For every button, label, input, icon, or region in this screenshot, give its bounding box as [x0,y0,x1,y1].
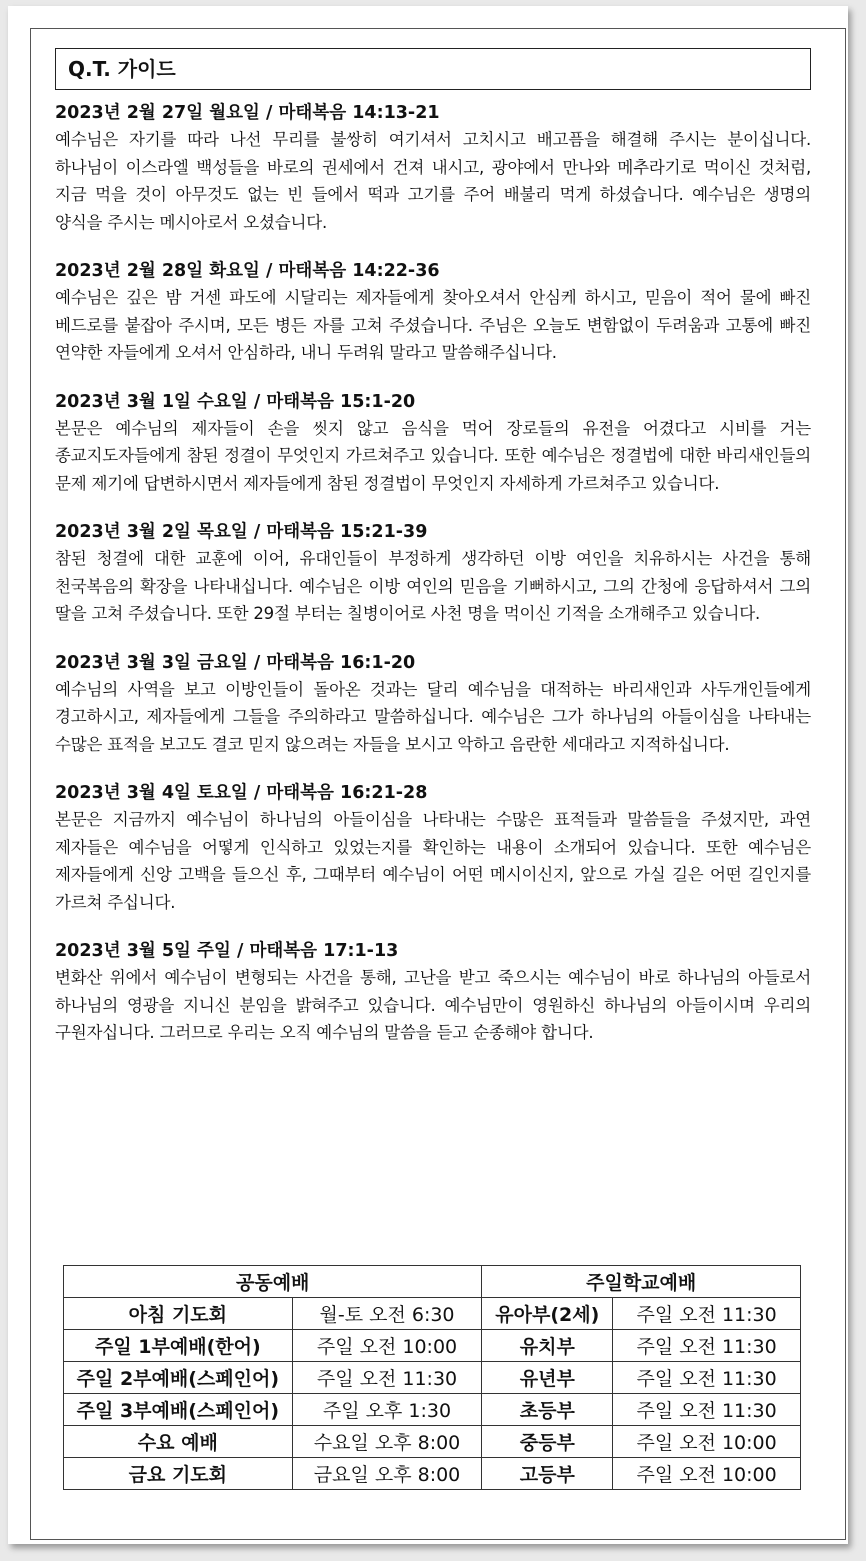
entry-heading: 2023년 3월 4일 토요일 / 마태복음 16:21-28 [55,783,428,803]
table-row [64,1394,801,1426]
service-name: 주일 2부예배(스페인어) [64,1362,293,1394]
entry-body: 예수님은 깊은 밤 거센 파도에 시달리는 제자들에게 찾아오셔서 안심케 하시고, 믿음이 적어 물에 빠진 베드로를 붙잡아 주시며, 모든 병든 자를 고쳐 주셨습니다. 주님은 오늘도 변함없이 두려움과 고통에 빠진 연약한 자들에게 오셔서 안심하라, 내니 두려워 말라고 말씀해주십니다. [55,288,811,362]
qt-entry [55,519,811,628]
department-name: 유년부 [482,1362,613,1394]
department-name: 유아부(2세) [482,1298,613,1330]
service-time: 금요일 오후 8:00 [292,1458,482,1490]
table-row [64,1426,801,1458]
qt-entry [55,650,811,759]
department-time: 주일 오전 11:30 [613,1330,801,1362]
entry-heading: 2023년 3월 2일 목요일 / 마태복음 15:21-39 [55,522,428,542]
service-name: 주일 3부예배(스페인어) [64,1394,293,1426]
entry-body: 예수님의 사역을 보고 이방인들이 돌아온 것과는 달리 예수님을 대적하는 바리새인과 사두개인들에게 경고하시고, 제자들에게 그들을 주의하라고 말씀하십니다. 예수님은 그가 하나님의 아들이심을 나타내는 수많은 표적을 보고도 결코 믿지 않으려는 자들을 보시고 악하고 음란한 세대라고 지적하십니다. [55,679,811,754]
department-name: 고등부 [482,1458,613,1490]
entry-heading: 2023년 2월 28일 화요일 / 마태복음 14:22-36 [55,261,440,281]
department-name: 중등부 [482,1426,613,1458]
header-sunday-school: 주일학교예배 [482,1266,801,1298]
qt-entry [55,389,811,498]
entry-body: 본문은 예수님의 제자들이 손을 씻지 않고 음식을 먹어 장로들의 유전을 어겼다고 시비를 거는 종교지도자들에게 참된 정결이 무엇인지 가르쳐주고 있습니다. 또한 예수님은 정결법에 대한 바리새인들의 문제 제기에 답변하시면서 제자들에게 참된 정결법이 무엇인지 자세하게 가르쳐주고 있습니다. [55,418,811,493]
department-time: 주일 오전 10:00 [613,1426,801,1458]
entry-heading: 2023년 3월 5일 주일 / 마태복음 17:1-13 [55,941,399,961]
qt-entries [55,100,811,1069]
department-time: 주일 오전 11:30 [613,1394,801,1426]
department-name: 유치부 [482,1330,613,1362]
header-common-worship: 공동예배 [64,1266,482,1298]
service-name: 수요 예배 [64,1426,293,1458]
qt-entry [55,938,811,1047]
table-header-row [64,1266,801,1298]
service-name: 주일 1부예배(한어) [64,1330,293,1362]
table-row [64,1362,801,1394]
entry-body: 예수님은 자기를 따라 나선 무리를 불쌍히 여기셔서 고치시고 배고픔을 해결해 주시는 분이십니다. 하나님이 이스라엘 백성들을 바로의 권세에서 건져 내시고, 광야에서 만나와 메추라기로 먹이신 것처럼, 지금 먹을 것이 아무것도 없는 빈 들에서 떡과 고기를 주어 배불리 먹게 하셨습니다. 예수님은 생명의 양식을 주시는 메시아로서 오셨습니다. [55,130,811,232]
entry-heading: 2023년 3월 1일 수요일 / 마태복음 15:1-20 [55,391,416,412]
table-row [64,1458,801,1490]
service-time: 주일 오전 11:30 [292,1362,482,1394]
qt-guide-title: Q.T. 가이드 [55,48,811,90]
worship-schedule-table [63,1265,801,1490]
table-row [64,1298,801,1330]
entry-body: 본문은 지금까지 예수님이 하나님의 아들이심을 나타내는 수많은 표적들과 말씀들을 주셨지만, 과연 제자들은 예수님을 어떻게 인식하고 있었는지를 확인하는 내용이 소개되어 있습니다. 또한 예수님은 제자들에게 신앙 고백을 들으신 후, 그때부터 예수님이 어떤 메시이신지, 앞으로 가실 길은 어떤 길인지를 가르쳐 주십니다. [55,810,811,912]
service-name: 아침 기도회 [64,1298,293,1330]
department-time: 주일 오전 10:00 [613,1458,801,1490]
table-row [64,1330,801,1362]
department-time: 주일 오전 11:30 [613,1362,801,1394]
service-time: 월-토 오전 6:30 [292,1298,482,1330]
service-time: 주일 오전 10:00 [292,1330,482,1362]
entry-body: 변화산 위에서 예수님이 변형되는 사건을 통해, 고난을 받고 죽으시는 예수님이 바로 하나님의 아들로서 하나님의 영광을 지니신 분임을 밝혀주고 있습니다. 예수님만이 영원하신 하나님의 아들이시며 우리의 구원자십니다. 그러므로 우리는 오직 예수님의 말씀을 듣고 순종해야 합니다. [55,968,811,1042]
department-time: 주일 오전 11:30 [613,1298,801,1330]
entry-heading: 2023년 2월 27일 월요일 / 마태복음 14:13-21 [55,103,440,123]
service-time: 수요일 오후 8:00 [292,1426,482,1458]
qt-entry [55,100,811,236]
qt-entry [55,780,811,916]
service-time: 주일 오후 1:30 [292,1394,482,1426]
qt-entry [55,258,811,367]
department-name: 초등부 [482,1394,613,1426]
service-name: 금요 기도회 [64,1458,293,1490]
entry-body: 참된 청결에 대한 교훈에 이어, 유대인들이 부정하게 생각하던 이방 여인을 치유하시는 사건을 통해 천국복음의 확장을 나타내십니다. 예수님은 이방 여인의 믿음을 기뻐하시고, 그의 간청에 응답하셔서 그의 딸을 고쳐 주셨습니다. 또한 29절 부터는 칠병이어로 사천 명을 먹이신 기적을 소개해주고 있습니다. [55,549,811,623]
entry-heading: 2023년 3월 3일 금요일 / 마태복음 16:1-20 [55,652,416,673]
